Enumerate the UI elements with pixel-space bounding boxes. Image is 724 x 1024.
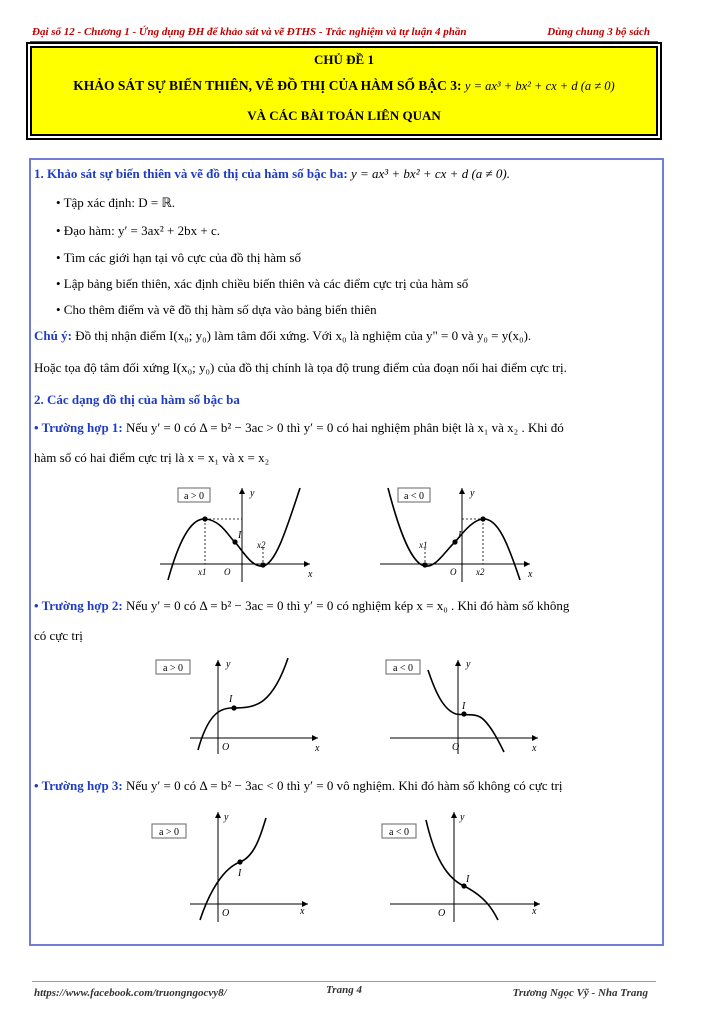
note-line-2: Hoặc tọa độ tâm đối xứng I(x₀; y₀) của đồ thị chính là tọa độ trung điểm của đoạn nối hai điểm cực trị. xyxy=(34,360,567,375)
case2-label: • Trường hợp 2: xyxy=(34,598,123,613)
main-title-formula: y = ax³ + bx² + cx + d (a ≠ 0) xyxy=(464,79,615,93)
graph-case1-pos-ylabel: y xyxy=(250,488,255,499)
graph-case1-neg-tag: a < 0 xyxy=(403,491,425,502)
bullet-variation-table: • Lập bảng biến thiên, xác định chiều biến thiên và các điểm cực trị của hàm số xyxy=(56,276,469,291)
graph-case3-a-negative xyxy=(380,810,550,922)
graph-case1-pos-I: I xyxy=(238,530,242,541)
note-text: Đồ thị nhận điểm I(x₀; y₀) làm tâm đối xứng. Với x₀ là nghiệm của y" = 0 và y₀ = y(x₀). xyxy=(75,328,532,343)
graph-case2-pos-xlabel: x xyxy=(315,743,320,754)
graph-case2-pos-I: I xyxy=(229,694,233,705)
section1-heading-formula: y = ax³ + bx² + cx + d (a ≠ 0). xyxy=(350,166,510,181)
case2-line xyxy=(34,598,569,614)
graph-case2-neg-I: I xyxy=(462,701,466,712)
graph-case1-a-positive xyxy=(160,484,320,582)
graph-case1-pos-xlabel: x xyxy=(308,569,313,580)
graph-case1-a-negative xyxy=(380,484,540,582)
main-title xyxy=(32,78,656,94)
graph-case3-pos-ylabel: y xyxy=(224,812,229,823)
footer-link[interactable]: https://www.facebook.com/truongngocvy8/ xyxy=(34,987,227,999)
graph-case1-neg-x2: x2 xyxy=(476,567,485,577)
graph-case3-neg-tag: a < 0 xyxy=(388,827,410,838)
graph-case3-a-positive xyxy=(150,810,320,922)
case3-text: Nếu y′ = 0 có Δ = b² − 3ac < 0 thì y′ = 0 vô nghiệm. Khi đó hàm số không có cực trị xyxy=(126,778,563,793)
graph-case2-pos-tag: a > 0 xyxy=(162,663,184,674)
graph-case3-neg-xlabel: x xyxy=(532,906,537,917)
graph-case2-a-positive xyxy=(150,654,320,754)
graph-case1-pos-tag: a > 0 xyxy=(183,491,205,502)
topic-title: CHỦ ĐỀ 1 xyxy=(314,52,374,67)
header-left: Đại số 12 - Chương 1 - Ứng dụng ĐH để khảo sát và vẽ ĐTHS - Trắc nghiệm và tự luận 4 phần xyxy=(32,26,467,38)
graph-case1-pos-O: O xyxy=(224,567,231,577)
graph-case1-neg-O: O xyxy=(450,567,457,577)
main-title-text: KHẢO SÁT SỰ BIẾN THIÊN, VẼ ĐỒ THỊ CỦA HÀM SỐ BẬC 3: xyxy=(73,78,462,93)
case1-line xyxy=(34,420,564,436)
footer-divider xyxy=(32,981,656,982)
graph-case3-pos-xlabel: x xyxy=(300,906,305,917)
bullet-domain: • Tập xác định: D = ℝ. xyxy=(56,195,176,210)
graph-case3-pos-I: I xyxy=(238,868,242,879)
graph-case2-neg-O: O xyxy=(452,742,460,753)
footer-page-number: Trang 4 xyxy=(326,984,362,996)
graph-case3-neg-ylabel: y xyxy=(460,812,465,823)
note-label: Chú ý: xyxy=(34,328,72,343)
header-right: Dùng chung 3 bộ sách xyxy=(547,26,650,38)
subtitle: VÀ CÁC BÀI TOÁN LIÊN QUAN xyxy=(247,108,441,123)
bullet-draw-graph: • Cho thêm điểm và vẽ đồ thị hàm số dựa vào bảng biến thiên xyxy=(56,302,377,317)
graph-case3-pos-tag: a > 0 xyxy=(158,827,180,838)
graph-case2-neg-ylabel: y xyxy=(466,659,471,670)
graph-case1-neg-ylabel: y xyxy=(470,488,475,499)
case2-text: Nếu y′ = 0 có Δ = b² − 3ac = 0 thì y′ = 0 có nghiệm kép x = x₀ . Khi đó hàm số không xyxy=(126,598,570,613)
note-line xyxy=(34,328,531,344)
graph-case3-neg-I: I xyxy=(466,874,470,885)
case1-label: • Trường hợp 1: xyxy=(34,420,123,435)
graph-case1-neg-I: I xyxy=(458,530,462,541)
graph-case3-pos-O: O xyxy=(222,908,230,919)
graph-case3-neg-O: O xyxy=(438,908,446,919)
graph-case1-pos-x2: x2 xyxy=(257,540,266,550)
case3-label: • Trường hợp 3: xyxy=(34,778,123,793)
header-divider xyxy=(30,41,658,43)
case2-line-2: có cực trị xyxy=(34,628,83,643)
graph-case1-neg-xlabel: x xyxy=(528,569,533,580)
graph-case2-neg-xlabel: x xyxy=(532,743,537,754)
graph-case2-pos-ylabel: y xyxy=(226,659,231,670)
title-block xyxy=(30,46,658,136)
section1-heading-text: 1. Khảo sát sự biến thiên và vẽ đồ thị của hàm số bậc ba: xyxy=(34,166,348,181)
bullet-derivative: • Đạo hàm: y′ = 3ax² + 2bx + c. xyxy=(56,223,220,238)
case1-text: Nếu y′ = 0 có Δ = b² − 3ac > 0 thì y′ = 0 có hai nghiệm phân biệt là x₁ và x₂ . Khi đó xyxy=(126,420,564,435)
graph-case1-neg-x1: x1 xyxy=(419,540,428,550)
footer-author: Trương Ngọc Vỹ - Nha Trang xyxy=(512,987,648,999)
page-header xyxy=(32,26,656,40)
graph-case2-neg-tag: a < 0 xyxy=(392,663,414,674)
case1-line-2: hàm số có hai điểm cực trị là x = x₁ và x = x₂ xyxy=(34,450,270,465)
case3-line xyxy=(34,778,562,794)
section1-heading xyxy=(34,166,510,182)
bullet-limits: • Tìm các giới hạn tại vô cực của đồ thị hàm số xyxy=(56,250,301,265)
graph-case2-a-negative xyxy=(380,654,550,754)
graph-case2-pos-O: O xyxy=(222,742,230,753)
graph-case1-pos-x1: x1 xyxy=(198,567,207,577)
section2-heading: 2. Các dạng đồ thị của hàm số bậc ba xyxy=(34,392,240,407)
